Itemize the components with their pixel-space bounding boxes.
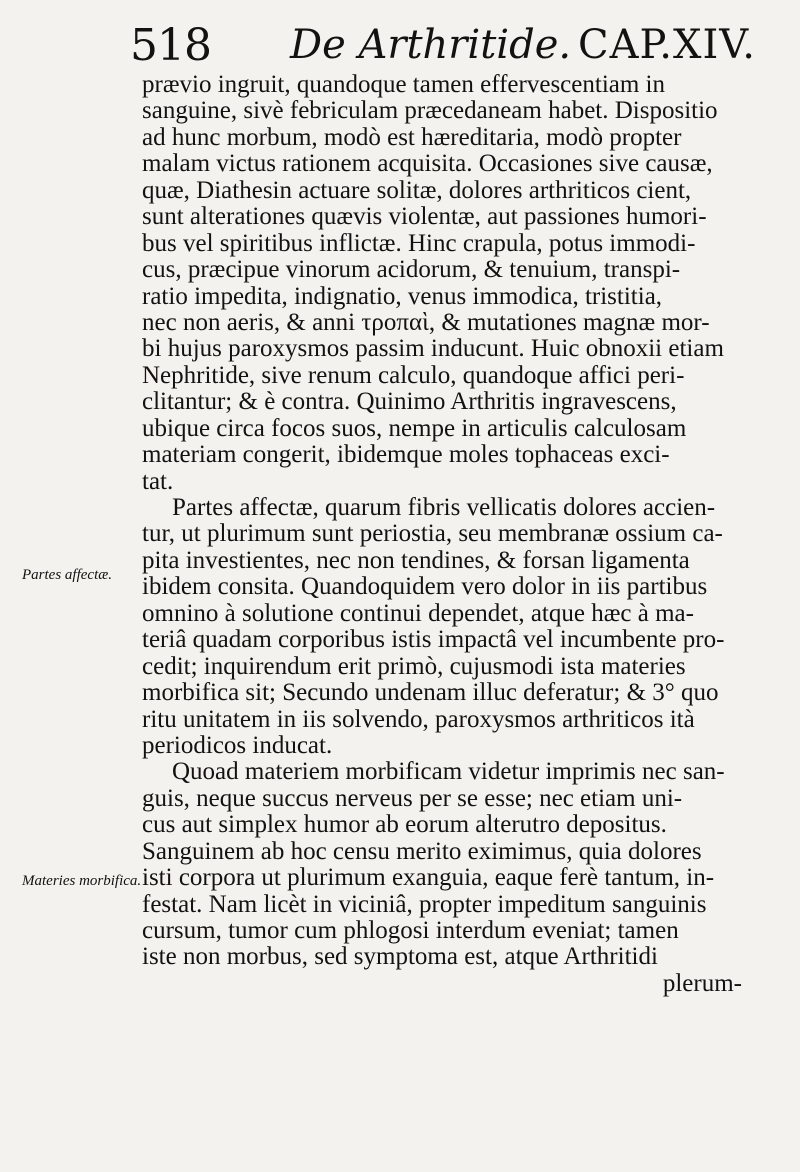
- text-line: morbifica sit; Secundo undenam illuc deferatur; & 3° quo: [142, 680, 719, 707]
- text-line: periodicos inducat.: [142, 732, 333, 759]
- text-line: omnino à solutione continui dependet, atque hæc à ma-: [142, 600, 694, 627]
- text-line: Sanguinem ab hoc censu merito eximimus, quia dolores: [142, 838, 702, 865]
- text-line: ritu unitatem in iis solvendo, paroxysmos arthriticos ità: [142, 706, 695, 733]
- text-line: cus aut simplex humor ab eorum alterutro depositus.: [142, 812, 667, 839]
- text-line: cus, præcipue vinorum acidorum, & tenuium, transpi-: [142, 257, 681, 284]
- page-header: [130, 14, 756, 78]
- text-line: ibidem consita. Quandoquidem vero dolor in iis partibus: [142, 574, 708, 601]
- text-line: tur, ut plurimum sunt periostia, seu membranæ ossium ca-: [142, 521, 723, 548]
- paragraph-start-line: Partes affectæ, quarum fibris vellicatis dolores accien-: [172, 495, 716, 521]
- margin-note-partes-affectae: Partes affectæ.: [22, 567, 112, 583]
- chapter-label: CAP.XIV.: [578, 22, 756, 68]
- text-line: cursum, tumor cum phlogosi interdum eveniat; tamen: [142, 918, 679, 944]
- text-line: clitantur; & è contra. Quinimo Arthritis ingravescens,: [142, 389, 677, 416]
- text-line: bi hujus paroxysmos passim inducunt. Huic obnoxii etiam: [142, 336, 724, 363]
- margin-note-materies-morbifica: Materies morbifica.: [22, 873, 142, 889]
- running-title: De Arthritide.: [290, 22, 572, 68]
- text-line: ratio impedita, indignatio, venus immodica, tristitia,: [142, 283, 663, 310]
- paragraph-start-line: Quoad materiem morbificam videtur imprimis nec san-: [172, 759, 725, 786]
- text-line: cedit; inquirendum erit primò, cujusmodi ista materies: [142, 653, 686, 680]
- text-line: pita investientes, nec non tendines, & forsan ligamenta: [142, 547, 690, 574]
- text-line: ubique circa focos suos, nempe in articulis calculosam: [142, 415, 687, 442]
- text-line: sanguine, sivè febriculam præcedaneam habet. Dispositio: [142, 98, 718, 125]
- text-line: materiam congerit, ibidemque moles tophaceas exci-: [142, 442, 670, 469]
- text-line: tat.: [142, 468, 174, 495]
- text-line: teriâ quadam corporibus istis impactâ vel incumbente pro-: [142, 627, 725, 654]
- text-line: ad hunc morbum, modò est hæreditaria, modò propter: [142, 124, 682, 151]
- text-body: [142, 72, 742, 997]
- text-line: festat. Nam licèt in viciniâ, propter impeditum sanguinis: [142, 891, 707, 918]
- text-line: bus vel spiritibus inflictæ. Hinc crapula, potus immodi-: [142, 230, 696, 257]
- text-line: quæ, Diathesin actuare solitæ, dolores arthriticos cient,: [142, 177, 692, 204]
- text-line: Nephritide, sive renum calculo, quandoque affici peri-: [142, 362, 685, 389]
- text-line: isti corpora ut plurimum exanguia, eaque ferè tantum, in-: [142, 865, 715, 892]
- text-line: prævio ingruit, quandoque tamen effervescentiam in: [142, 72, 665, 98]
- text-line: nec non aeris, & anni τροπαὶ, & mutationes magnæ mor-: [142, 309, 710, 336]
- catchword: plerum-: [662, 970, 742, 997]
- text-line: guis, neque succus nerveus per se esse; nec etiam uni-: [142, 785, 683, 812]
- page-number: 518: [130, 20, 211, 71]
- text-line: sunt alterationes quævis violentæ, aut passiones humori-: [142, 204, 707, 231]
- text-line: iste non morbus, sed symptoma est, atque Arthritidi: [142, 944, 658, 971]
- text-line: malam victus rationem acquisita. Occasiones sive causæ,: [142, 151, 713, 178]
